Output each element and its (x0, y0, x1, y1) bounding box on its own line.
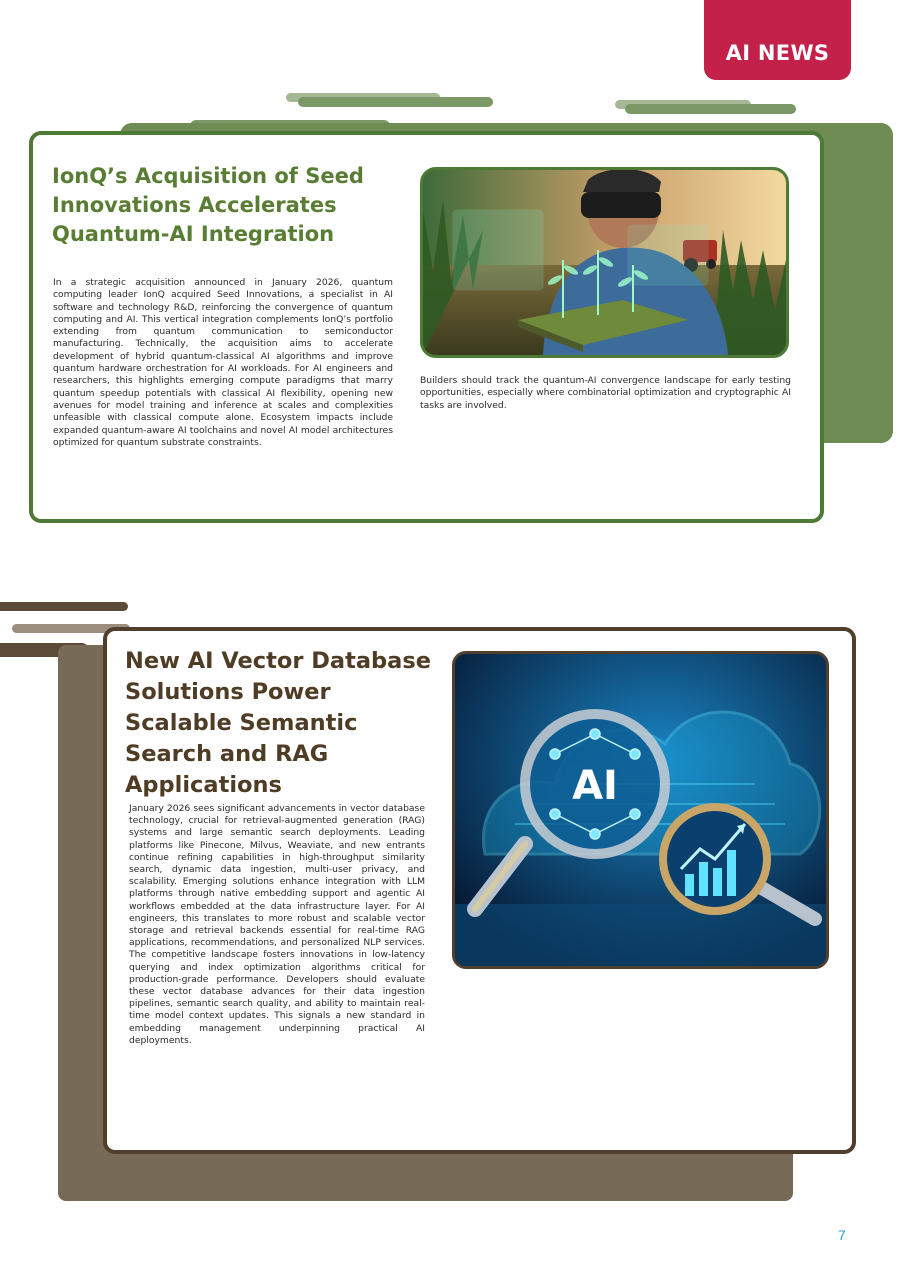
ai-magnifier-illustration (455, 654, 826, 966)
ai-magnifier-text: AI (572, 763, 618, 809)
article-title-ionq: IonQ’s Acquisition of Seed Innovations Accelerates Quantum-AI Integration (52, 164, 364, 246)
article-image-quantum-farm (420, 167, 789, 358)
section-badge (704, 0, 851, 80)
farmer-vr-illustration (423, 170, 786, 355)
article-title-vector-db: New AI Vector Database Solutions Power Scalable Semantic Search and RAG Applications (125, 648, 431, 798)
article-image-ai-magnifier (452, 651, 829, 969)
article-body-ionq: In a strategic acquisition announced in January 2026, quantum computing leader IonQ acquired Seed Innovations, a specialist in AI software and technology R&D, reinforcing the convergence of quantum computing and AI. This vertical integration complements IonQ’s portfolio extending from quantum communication to semiconductor manufacturing. Technically, the acquisition aims to accelerate development of hybrid quantum-classical AI algorithms and improve quantum hardware orchestration for AI workloads. For AI engineers and researchers, this highlights emerging compute paradigms that marry quantum speedup potentials with classical AI flexibility, opening new avenues for model training and inference at scales and complexities unfeasible with classical compute alone. Ecosystem impacts include expanded quantum-aware AI toolchains and novel AI model architectures optimized for quantum substrate constraints. (53, 277, 393, 448)
article-body-ionq-continued: Builders should track the quantum-AI convergence landscape for early testing opportunities, especially where combinatorial optimization and cryptographic AI tasks are involved. (420, 375, 791, 411)
deco-stripe (298, 97, 493, 107)
article-body-vector-db: January 2026 sees significant advancements in vector database technology, crucial for retrieval-augmented generation (RAG) systems and large semantic search deployments. Leading platforms like Pinecone, Milvus, Weaviate, and new entrants continue refining capabilities in high-throughput similarity search, dynamic data ingestion, multi-user privacy, and scalability. Emerging solutions enhance integration with LLM platforms through native embedding support and agentic AI workflows embedded at the data infrastructure layer. For AI engineers, this translates to more robust and scalable vector storage and retrieval backends essential for real-time RAG applications, recommendations, and personalized NLP services. The competitive landscape fosters innovations in low-latency querying and index optimization algorithms critical for production-grade performance. Developers should evaluate these vector database advances for their data ingestion pipelines, semantic search quality, and ability to maintain real-time model context updates. This signals a new standard in embedding management underpinning practical AI deployments. (129, 803, 425, 1046)
section-badge-label: AI NEWS (725, 41, 830, 65)
deco-stripe (0, 602, 128, 611)
page-number: 7 (838, 1227, 846, 1243)
deco-stripe (625, 104, 796, 114)
